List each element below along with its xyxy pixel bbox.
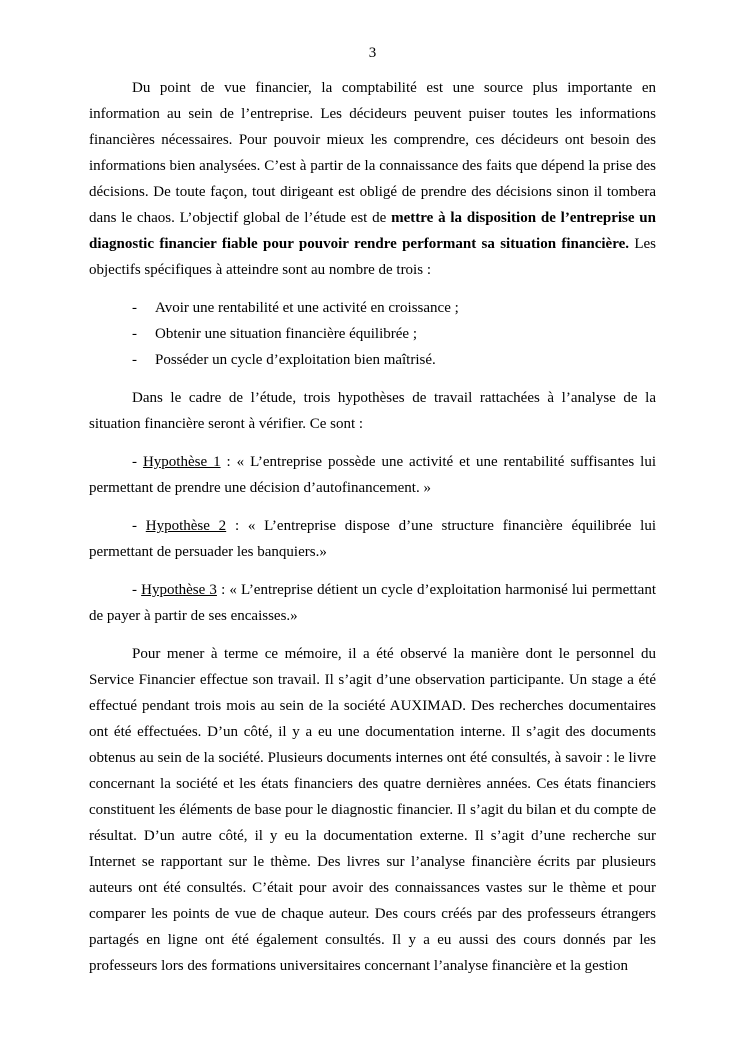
document-body [89,75,656,979]
page-number: 3 [368,45,377,61]
hypothesis-paragraph [89,577,656,629]
hypothesis-paragraph [89,513,656,565]
objective-text: Obtenir une situation financière équilibrée ; [155,326,417,342]
methodology-paragraph: Pour mener à terme ce mémoire, il a été observé la manière dont le personnel du Service Financier effectue son travail. Il s’agit d’une observation participante. Un stage a été effectué pendant trois mois au sein de la société AUXIMAD. Des recherches documentaires ont été effectuées. D’un côté, il y a eu une documentation interne. Il s’agit des documents obtenus au sein de la société. Plusieurs documents internes ont été consultés, à savoir : le livre concernant la société et les états financiers des quatre dernières années. Ces états financiers constituent les éléments de base pour le diagnostic financier. Il s’agit du bilan et du compte de résultat. D’un autre côté, il y eu la documentation externe. Il s’agit d’une recherche sur Internet se rapportant sur le thème. Des livres sur l’analyse financière écrits par plusieurs auteurs ont été consultés. C’était pour avoir des connaissances vastes sur le thème et pour comparer les points de vue de chaque auteur. Des cours créés par des professeurs étrangers partagés en ligne ont été également consultés. Il y a eu aussi des cours donnés par les professeurs lors des formations universitaires concernant l’analyse financière et la gestion [89,646,656,974]
intro-paragraph [89,75,656,283]
list-item [89,347,656,373]
bullet-dash: - [132,326,137,342]
list-item [89,295,656,321]
hypothesis-label: Hypothèse 1 [142,454,221,470]
hypothesis-text: : « L’entreprise possède une activité et une rentabilité suffisantes lui permettant de prendre une décision d’autofinancement. » [89,454,656,496]
list-item [89,321,656,347]
intro-text-end: Les objectifs spécifiques à atteindre sont au nombre de trois : [89,236,656,278]
hypothesis-prefix: - [132,582,142,598]
objectives-list [89,295,656,373]
hypothesis-label: Hypothèse 2 [145,518,227,534]
hypotheses-intro-paragraph: Dans le cadre de l’étude, trois hypothèses de travail rattachées à l’analyse de la situation financière seront à vérifier. Ce sont : [89,390,656,432]
bullet-dash: - [132,352,137,368]
objective-text: Avoir une rentabilité et une activité en croissance ; [155,300,459,316]
hypothesis-paragraph [89,449,656,501]
hypothesis-prefix: - [132,518,146,534]
hypothesis-label: Hypothèse 3 [141,582,217,598]
hypothesis-text: : « L’entreprise détient un cycle d’exploitation harmonisé lui permettant de payer à partir de ses encaisses.» [89,582,656,624]
hypothesis-prefix: - [132,454,143,470]
hypothesis-text: : « L’entreprise dispose d’une structure financière équilibrée lui permettant de persuader les banquiers.» [89,518,657,560]
objective-text: Posséder un cycle d’exploitation bien maîtrisé. [155,352,436,368]
intro-bold-objective: mettre à la disposition de l’entreprise un diagnostic financier fiable pour pouvoir rendre performant sa situation financière. [89,210,656,252]
bullet-dash: - [132,300,137,316]
intro-text: Du point de vue financier, la comptabilité est une source plus importante en information au sein de l’entreprise. Les décideurs peuvent puiser toutes les informations financières nécessaires. Pour pouvoir mieux les comprendre, ces décideurs ont besoin des informations bien analysées. C’est à partir de la connaissance des faits que dépend la prise des décisions. De toute façon, tout dirigeant est obligé de prendre des décisions sinon il tombera dans le chaos. L’objectif global de l’étude est de [89,80,656,226]
